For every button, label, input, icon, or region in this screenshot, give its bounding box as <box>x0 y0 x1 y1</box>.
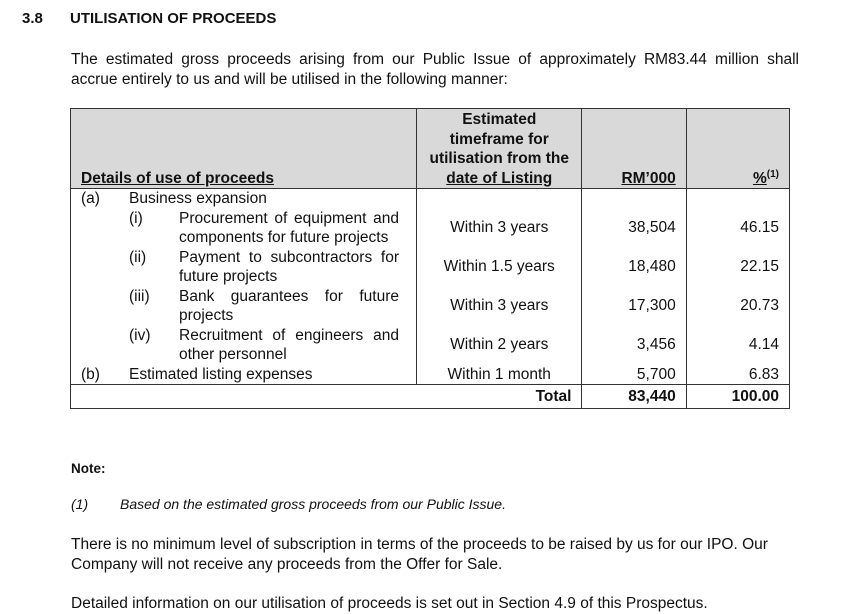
note-number: (1) <box>71 496 89 512</box>
table-row <box>71 326 790 365</box>
item-text: Procurement of equipment and components for future projects <box>179 209 399 246</box>
item-pct: 20.73 <box>686 287 789 326</box>
total-row <box>71 385 790 409</box>
table-row <box>71 287 790 326</box>
paragraph-detailed-info: Detailed information on our utilisation of proceeds is set out in Section 4.9 of this Prospectus. <box>71 595 708 612</box>
total-rm: 83,440 <box>582 385 686 409</box>
item-rm: 18,480 <box>582 248 686 287</box>
table-header-row <box>71 109 790 189</box>
header-timeframe: Estimated timeframe for utilisation from the date of Listing <box>417 109 582 189</box>
section-heading <box>22 10 276 27</box>
item-pct: 46.15 <box>686 209 789 248</box>
group-b-text: Estimated listing expenses <box>129 365 313 383</box>
total-label: Total <box>71 385 582 409</box>
item-num: (iii) <box>129 287 150 305</box>
item-timeframe: Within 1 month <box>417 365 582 385</box>
header-rm: RM’000 <box>582 109 686 189</box>
header-details: Details of use of proceeds <box>71 109 417 189</box>
note-title: Note: <box>71 461 106 476</box>
item-rm: 5,700 <box>582 365 686 385</box>
table-row <box>71 365 790 385</box>
item-timeframe: Within 3 years <box>417 209 582 248</box>
group-a-text: Business expansion <box>129 190 267 207</box>
item-pct: 6.83 <box>686 365 789 385</box>
table-row <box>71 248 790 287</box>
group-a-label: (a) <box>81 190 100 207</box>
item-text: Bank guarantees for future projects <box>179 287 399 324</box>
item-rm: 38,504 <box>582 209 686 248</box>
section-number: 3.8 <box>22 10 43 27</box>
table-row <box>71 209 790 248</box>
header-pct: %$^{(1)}$ <box>686 109 789 189</box>
item-rm: 3,456 <box>582 326 686 365</box>
paragraph-subscription: There is no minimum level of subscription in terms of the proceeds to be raised by us for our IPO. Our Company will not receive any proceeds from the Offer for Sale. <box>71 536 768 573</box>
item-pct: 22.15 <box>686 248 789 287</box>
item-timeframe: Within 1.5 years <box>417 248 582 287</box>
item-num: (i) <box>129 209 143 227</box>
item-timeframe: Within 2 years <box>417 326 582 365</box>
item-rm: 17,300 <box>582 287 686 326</box>
item-text: Payment to subcontractors for future projects <box>179 248 399 285</box>
group-b-label: (b) <box>81 365 100 383</box>
total-pct: 100.00 <box>686 385 789 409</box>
note-text: Based on the estimated gross proceeds from our Public Issue. <box>120 496 506 512</box>
item-pct: 4.14 <box>686 326 789 365</box>
note-item <box>71 496 506 512</box>
table-row <box>71 189 790 209</box>
item-num: (ii) <box>129 248 147 266</box>
item-text: Recruitment of engineers and other personnel <box>179 326 399 363</box>
item-timeframe: Within 3 years <box>417 287 582 326</box>
section-title: UTILISATION OF PROCEEDS <box>70 10 277 27</box>
item-num: (iv) <box>129 326 151 344</box>
intro-paragraph: The estimated gross proceeds arising from our Public Issue of approximately RM83.44 million shall accrue entirely to us and will be utilised in the following manner: <box>71 51 799 88</box>
proceeds-table <box>70 108 790 409</box>
